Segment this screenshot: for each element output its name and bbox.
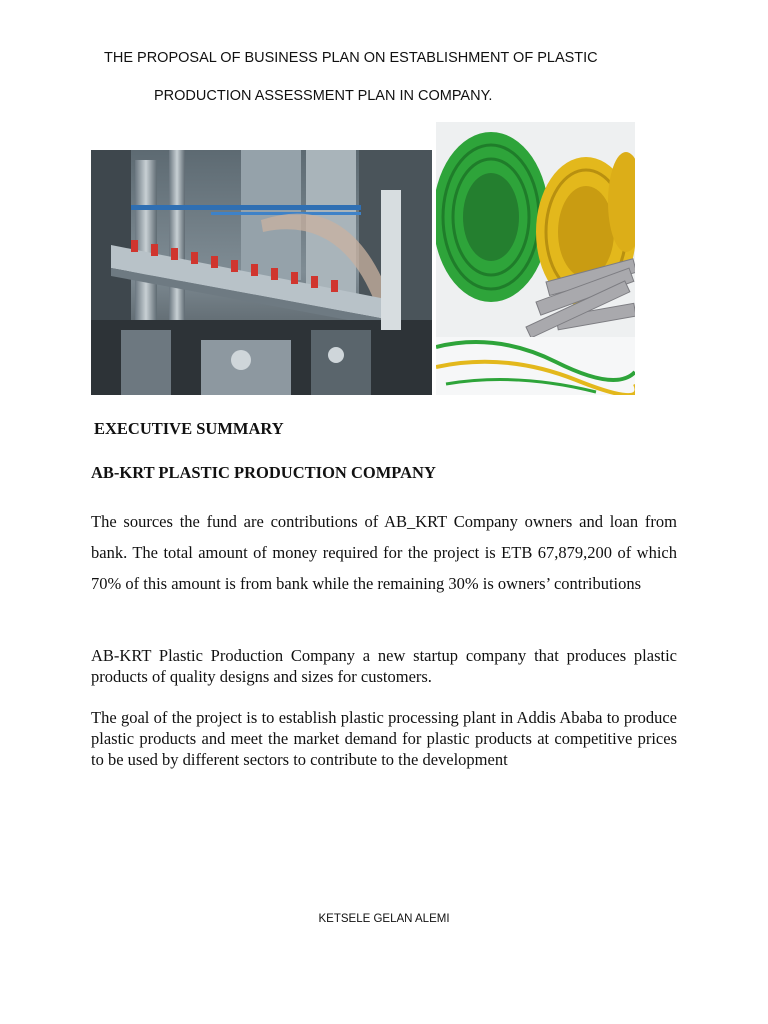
document-title-line-1: THE PROPOSAL OF BUSINESS PLAN ON ESTABLISHMENT OF PLASTIC bbox=[104, 50, 598, 66]
section-heading-executive-summary: EXECUTIVE SUMMARY bbox=[94, 419, 284, 438]
plastic-pipes-coils-photo bbox=[436, 122, 635, 395]
factory-production-line-photo bbox=[91, 150, 432, 395]
author-name: KETSELE GELAN ALEMI bbox=[318, 913, 450, 925]
document-title-line-2: PRODUCTION ASSESSMENT PLAN IN COMPANY. bbox=[154, 88, 493, 104]
paragraph-funding: The sources the fund are contributions of AB_KRT Company owners and loan from bank. The total amount of money required for the project is ETB 67,879,200 of which 70% of this amount is from bank while the remaining 30% is owners’ contributions bbox=[91, 512, 677, 593]
company-heading: AB-KRT PLASTIC PRODUCTION COMPANY bbox=[91, 463, 436, 482]
paragraph-company-description: AB-KRT Plastic Production Company a new startup company that produces plastic products of quality designs and sizes for customers. bbox=[91, 646, 677, 686]
paragraph-project-goal: The goal of the project is to establish plastic processing plant in Addis Ababa to produce plastic products and meet the market demand for plastic products at competitive prices to be used by different sectors to contribute to the development bbox=[91, 708, 677, 769]
